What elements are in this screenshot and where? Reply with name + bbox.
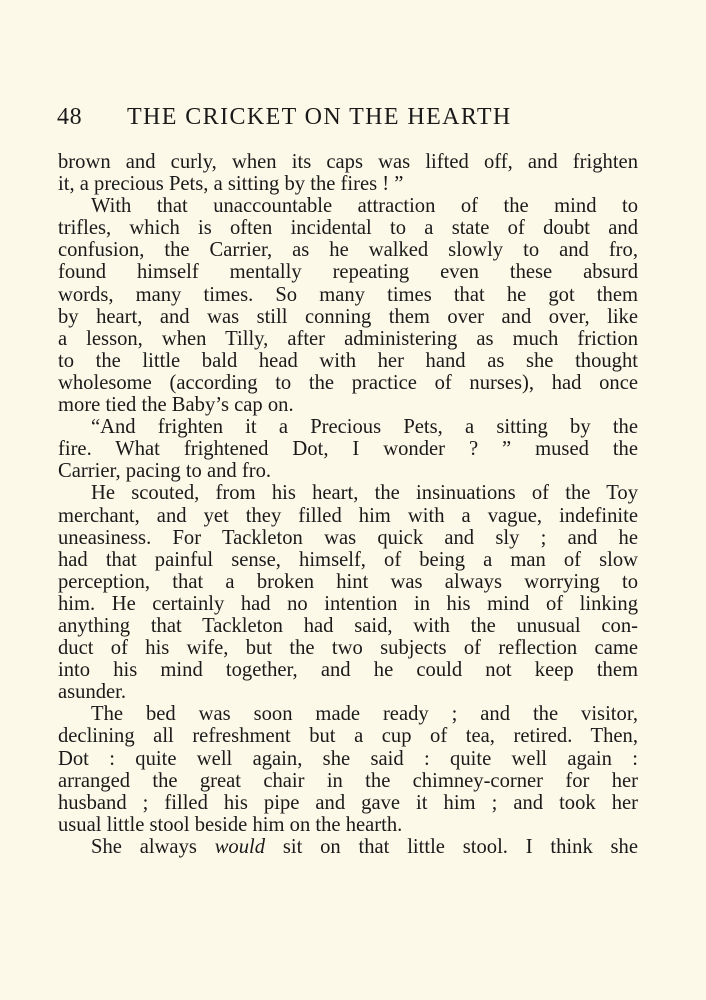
- text-line: merchant, and yet they filled him with a vague, indefinite: [58, 504, 638, 527]
- text-line-final: [58, 836, 638, 858]
- text-line: had that painful sense, himself, of being a man of slow: [58, 548, 638, 571]
- text-line: husband ; filled his pipe and gave it him ; and took her: [58, 791, 638, 814]
- text-line: uneasiness. For Tackleton was quick and sly ; and he: [58, 526, 638, 549]
- text-line: him. He certainly had no intention in his mind of linking: [58, 592, 638, 615]
- text-line: confusion, the Carrier, as he walked slowly to and fro,: [58, 239, 638, 262]
- text-line: trifles, which is often incidental to a state of doubt and: [58, 217, 638, 240]
- text-line: Carrier, pacing to and fro.: [58, 460, 272, 483]
- final-line-start: She always: [91, 835, 215, 858]
- text-line: more tied the Baby’s cap on.: [58, 394, 294, 417]
- running-head: [57, 104, 639, 136]
- text-line: declining all refreshment but a cup of tea, retired. Then,: [58, 725, 638, 748]
- text-line: words, many times. So many times that he got them: [58, 283, 638, 306]
- text-line: it, a precious Pets, a sitting by the fires ! ”: [58, 173, 404, 196]
- final-line-end: sit on that little stool. I think she: [265, 835, 638, 858]
- text-line: a lesson, when Tilly, after administering as much friction: [58, 327, 638, 350]
- text-line: asunder.: [58, 681, 127, 704]
- body-text: [58, 151, 638, 858]
- page-number: 48: [57, 104, 83, 130]
- text-line: by heart, and was still conning them over and over, like: [58, 305, 638, 328]
- running-title: THE CRICKET ON THE HEARTH: [127, 104, 512, 130]
- text-line: fire. What frightened Dot, I wonder ? ” mused the: [58, 438, 638, 461]
- text-line: duct of his wife, but the two subjects of reflection came: [58, 637, 638, 660]
- text-line: to the little bald head with her hand as she thought: [58, 349, 638, 372]
- text-line: Dot : quite well again, she said : quite well again :: [58, 747, 638, 770]
- text-line: usual little stool beside him on the hearth.: [58, 813, 403, 836]
- text-line: He scouted, from his heart, the insinuations of the Toy: [91, 482, 638, 505]
- text-line: wholesome (according to the practice of nurses), had once: [58, 371, 638, 394]
- text-line: anything that Tackleton had said, with the unusual con-: [58, 614, 638, 637]
- text-line: arranged the great chair in the chimney-corner for her: [58, 769, 638, 792]
- text-line: found himself mentally repeating even these absurd: [58, 261, 638, 284]
- emphasized-word: would: [214, 835, 266, 858]
- text-line: into his mind together, and he could not keep them: [58, 659, 638, 682]
- text-line: With that unaccountable attraction of the mind to: [91, 195, 638, 218]
- text-line: brown and curly, when its caps was lifted off, and frighten: [58, 151, 638, 173]
- text-line: perception, that a broken hint was always worrying to: [58, 570, 638, 593]
- text-line: The bed was soon made ready ; and the visitor,: [91, 703, 638, 726]
- text-line: “And frighten it a Precious Pets, a sitting by the: [91, 416, 638, 439]
